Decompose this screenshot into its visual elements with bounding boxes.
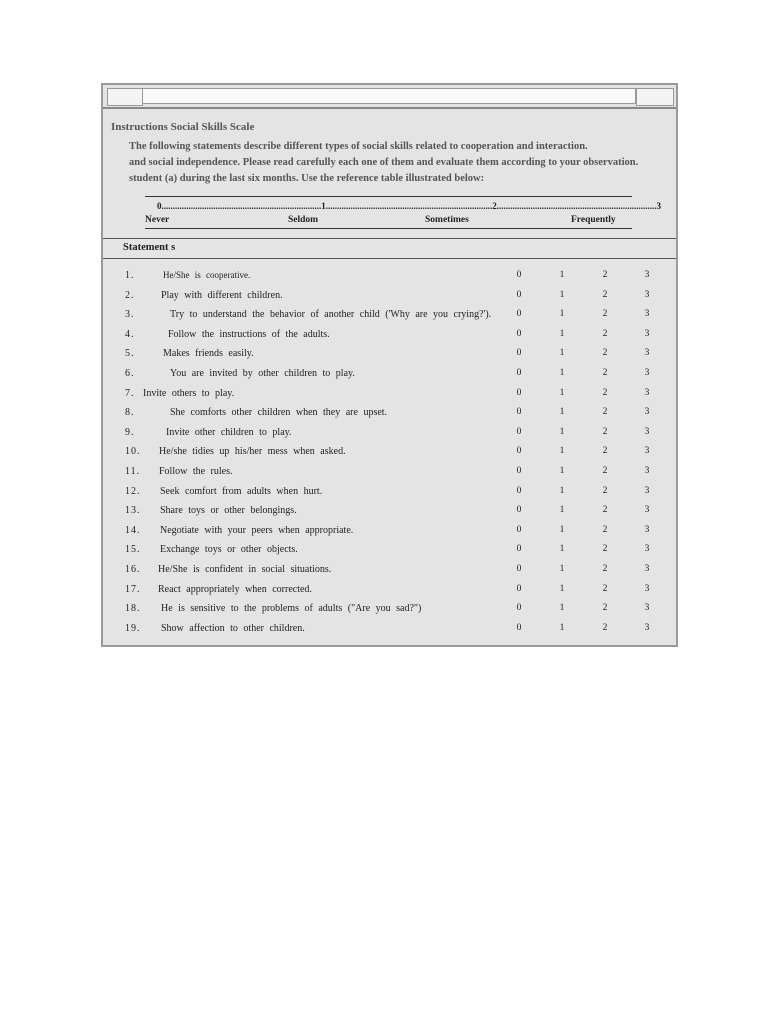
rating-option-2[interactable]: 2 (602, 388, 608, 398)
rating-option-0[interactable]: 0 (516, 603, 522, 613)
rating-option-0[interactable]: 0 (516, 348, 522, 358)
rating-option-1[interactable]: 1 (559, 603, 565, 613)
rating-option-1[interactable]: 1 (559, 525, 565, 535)
rating-option-0[interactable]: 0 (516, 525, 522, 535)
statement-row (103, 290, 676, 308)
statement-row (103, 407, 676, 425)
rating-option-1[interactable]: 1 (559, 466, 565, 476)
rating-option-2[interactable]: 2 (602, 407, 608, 417)
scale-label-frequently: Frequently (571, 215, 616, 225)
statement-row (103, 544, 676, 562)
statement-row (103, 525, 676, 543)
statement-text: React appropriately when corrected. (158, 584, 312, 595)
rating-option-3[interactable]: 3 (644, 270, 650, 280)
statement-row (103, 584, 676, 602)
instructions-text (129, 139, 674, 187)
statement-text: He/She is cooperative. (163, 270, 251, 280)
statement-text: Exchange toys or other objects. (160, 544, 298, 555)
rating-option-0[interactable]: 0 (516, 290, 522, 300)
statement-text: Show affection to other children. (161, 623, 305, 634)
header-bar (103, 85, 676, 109)
rating-option-3[interactable]: 3 (644, 486, 650, 496)
statement-number: 14. (125, 525, 141, 536)
rating-option-0[interactable]: 0 (516, 544, 522, 554)
rating-option-1[interactable]: 1 (559, 270, 565, 280)
rating-option-2[interactable]: 2 (602, 329, 608, 339)
rating-option-0[interactable]: 0 (516, 446, 522, 456)
rating-option-1[interactable]: 1 (559, 505, 565, 515)
rating-option-3[interactable]: 3 (644, 525, 650, 535)
statement-text: You are invited by other children to play. (170, 368, 355, 379)
header-cell-left (107, 88, 143, 106)
statement-number: 4. (125, 329, 135, 340)
statement-row (103, 466, 676, 484)
rating-option-1[interactable]: 1 (559, 407, 565, 417)
statement-text: Share toys or other belongings. (160, 505, 297, 516)
statement-text: He is sensitive to the problems of adults ("Are you sad?") (161, 603, 422, 614)
reference-scale (145, 196, 661, 229)
statement-row (103, 348, 676, 366)
statement-row (103, 427, 676, 445)
statement-text: He/she tidies up his/her mess when asked. (159, 446, 346, 457)
rating-option-3[interactable]: 3 (644, 427, 650, 437)
statement-number: 5. (125, 348, 135, 359)
rating-option-1[interactable]: 1 (559, 309, 565, 319)
rating-option-0[interactable]: 0 (516, 623, 522, 633)
statement-number: 2. (125, 290, 135, 301)
rating-option-0[interactable]: 0 (516, 329, 522, 339)
rating-option-1[interactable]: 1 (559, 584, 565, 594)
statement-row (103, 309, 676, 327)
statement-text: Invite others to play. (143, 388, 235, 399)
statement-row (103, 603, 676, 621)
rating-option-0[interactable]: 0 (516, 388, 522, 398)
instructions-line: student (a) during the last six months. Use the reference table illustrated below: (129, 173, 485, 184)
statement-number: 7. (125, 388, 135, 399)
rating-option-2[interactable]: 2 (602, 466, 608, 476)
rating-option-2[interactable]: 2 (602, 290, 608, 300)
rating-option-1[interactable]: 1 (559, 368, 565, 378)
rating-option-0[interactable]: 0 (516, 368, 522, 378)
statement-text: Makes friends easily. (163, 348, 254, 359)
rating-option-2[interactable]: 2 (602, 544, 608, 554)
statement-number: 3. (125, 309, 135, 320)
statement-number: 6. (125, 368, 135, 379)
rating-option-3[interactable]: 3 (644, 309, 650, 319)
rating-option-0[interactable]: 0 (516, 407, 522, 417)
rating-option-2[interactable]: 2 (602, 427, 608, 437)
scale-label-sometimes: Sometimes (425, 215, 469, 225)
statement-number: 16. (125, 564, 141, 575)
rating-option-3[interactable]: 3 (644, 388, 650, 398)
rating-option-1[interactable]: 1 (559, 486, 565, 496)
rating-option-3[interactable]: 3 (644, 329, 650, 339)
rating-option-0[interactable]: 0 (516, 584, 522, 594)
scale-label-never: Never (145, 215, 170, 225)
rating-option-3[interactable]: 3 (644, 603, 650, 613)
rating-option-2[interactable]: 2 (602, 309, 608, 319)
statement-row (103, 388, 676, 406)
rating-option-1[interactable]: 1 (559, 290, 565, 300)
statement-text: Play with different children. (161, 290, 283, 301)
statement-number: 19. (125, 623, 141, 634)
statement-row (103, 505, 676, 523)
rating-option-2[interactable]: 2 (602, 505, 608, 515)
statement-text: She comforts other children when they are upset. (170, 407, 388, 418)
rating-option-2[interactable]: 2 (602, 446, 608, 456)
rating-option-0[interactable]: 0 (516, 486, 522, 496)
rating-option-3[interactable]: 3 (644, 584, 650, 594)
statement-row (103, 270, 676, 288)
instructions-line: The following statements describe different types of social skills related to cooperation and interaction. (129, 141, 588, 152)
rating-option-2[interactable]: 2 (602, 486, 608, 496)
statement-number: 10. (125, 446, 141, 457)
statement-row (103, 368, 676, 386)
statements-header-label: Statement s (123, 242, 176, 253)
rating-option-3[interactable]: 3 (644, 348, 650, 358)
rating-option-2[interactable]: 2 (602, 348, 608, 358)
rating-option-0[interactable]: 0 (516, 427, 522, 437)
rating-option-1[interactable]: 1 (559, 388, 565, 398)
rating-option-0[interactable]: 0 (516, 309, 522, 319)
scale-values: 0.......................................................................1..........................................................................2.......................................................................3 (157, 201, 661, 211)
rating-option-2[interactable]: 2 (602, 270, 608, 280)
scale-form (101, 83, 678, 647)
rating-option-1[interactable]: 1 (559, 348, 565, 358)
rating-option-3[interactable]: 3 (644, 407, 650, 417)
statement-row (103, 564, 676, 582)
rating-option-2[interactable]: 2 (602, 525, 608, 535)
statement-number: 9. (125, 427, 135, 438)
rating-option-3[interactable]: 3 (644, 466, 650, 476)
statement-number: 12. (125, 486, 141, 497)
scale-label-seldom: Seldom (288, 215, 319, 225)
rating-option-0[interactable]: 0 (516, 505, 522, 515)
rating-option-2[interactable]: 2 (602, 603, 608, 613)
statement-text: Follow the rules. (159, 466, 233, 477)
statement-text: Invite other children to play. (166, 427, 292, 438)
instructions-line: and social independence. Please read carefully each one of them and evaluate them according to your observation. (129, 157, 639, 168)
statement-row (103, 623, 676, 641)
rating-option-0[interactable]: 0 (516, 466, 522, 476)
rating-option-2[interactable]: 2 (602, 623, 608, 633)
statement-text: He/She is confident in social situations. (158, 564, 332, 575)
statement-text: Negotiate with your peers when appropriate. (160, 525, 354, 536)
statement-number: 18. (125, 603, 141, 614)
rating-option-1[interactable]: 1 (559, 329, 565, 339)
statement-text: Seek comfort from adults when hurt. (160, 486, 323, 497)
statement-row (103, 446, 676, 464)
statement-row (103, 329, 676, 347)
rating-option-3[interactable]: 3 (644, 446, 650, 456)
rating-option-0[interactable]: 0 (516, 564, 522, 574)
rating-option-1[interactable]: 1 (559, 427, 565, 437)
statement-number: 11. (125, 466, 141, 477)
rating-option-3[interactable]: 3 (644, 564, 650, 574)
statement-number: 8. (125, 407, 135, 418)
rating-option-1[interactable]: 1 (559, 623, 565, 633)
instructions-title: Instructions Social Skills Scale (111, 121, 255, 133)
statement-number: 17. (125, 584, 141, 595)
rating-option-3[interactable]: 3 (644, 290, 650, 300)
statement-number: 15. (125, 544, 141, 555)
rating-option-1[interactable]: 1 (559, 544, 565, 554)
rating-option-3[interactable]: 3 (644, 505, 650, 515)
rating-option-1[interactable]: 1 (559, 446, 565, 456)
statement-row (103, 486, 676, 504)
rating-option-3[interactable]: 3 (644, 544, 650, 554)
statement-text: Try to understand the behavior of another child ('Why are you crying?'). (170, 309, 492, 320)
rating-option-1[interactable]: 1 (559, 564, 565, 574)
statements-header (103, 238, 676, 259)
statement-text: Follow the instructions of the adults. (168, 329, 330, 340)
rating-option-2[interactable]: 2 (602, 584, 608, 594)
rating-option-0[interactable]: 0 (516, 270, 522, 280)
statement-number: 13. (125, 505, 141, 516)
statement-number: 1. (125, 270, 135, 281)
rating-option-3[interactable]: 3 (644, 623, 650, 633)
header-cell-right (636, 88, 674, 106)
rating-option-2[interactable]: 2 (602, 564, 608, 574)
rating-option-2[interactable]: 2 (602, 368, 608, 378)
rating-option-3[interactable]: 3 (644, 368, 650, 378)
header-cell-middle (142, 88, 636, 104)
